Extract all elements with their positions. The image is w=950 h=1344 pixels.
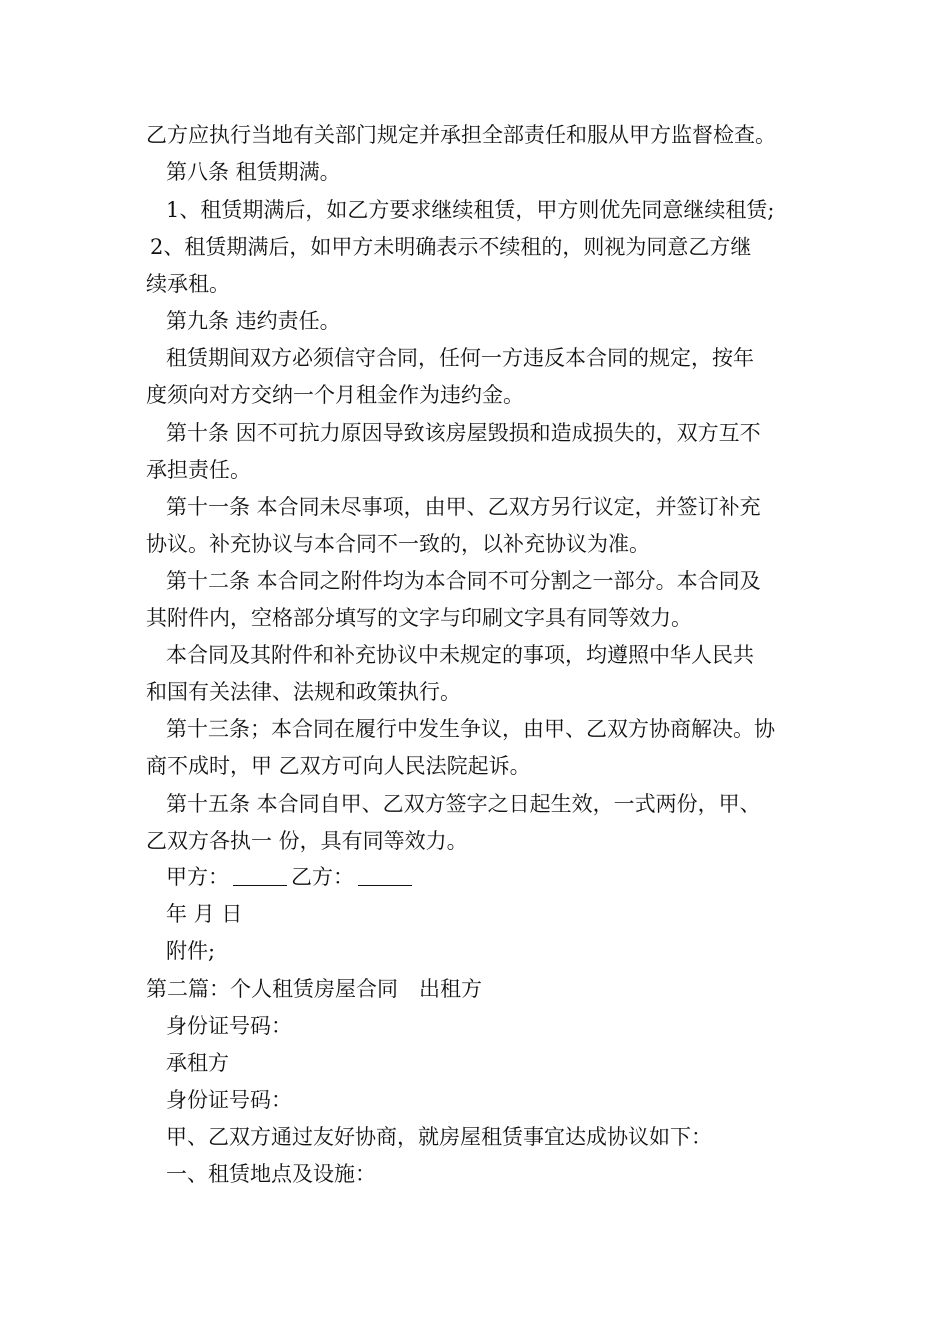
text-line: 乙方应执行当地有关部门规定并承担全部责任和服从甲方监督检查。 [146,123,776,147]
attachment-line: 附件; [166,939,216,963]
article-8-heading: 第八条 租赁期满。 [166,160,341,184]
text-line: 甲、乙双方通过友好协商，就房屋租赁事宜达成协议如下： [166,1125,712,1149]
party-a-blank [233,865,287,886]
signature-line [166,863,416,891]
article-9-heading: 第九条 违约责任。 [166,309,341,333]
text-line: 其附件内，空格部分填写的文字与印刷文字具有同等效力。 [146,606,692,630]
text-line: 1、租赁期满后，如乙方要求继续租赁，甲方则优先同意继续租赁; [166,198,775,222]
text-line: 2、租赁期满后，如甲方未明确表示不续租的，则视为同意乙方继 [150,235,752,259]
text-line: 续承租。 [146,272,230,296]
text-line: 乙双方各执一 份，具有同等效力。 [146,829,468,853]
text-line: 第十三条；本合同在履行中发生争议，由甲、乙双方协商解决。协 [166,717,775,741]
text-line: 租赁期间双方必须信守合同，任何一方违反本合同的规定，按年 [166,346,754,370]
text-line: 商不成时，甲 乙双方可向人民法院起诉。 [146,754,531,778]
text-line: 本合同及其附件和补充协议中未规定的事项，均遵照中华人民共 [166,643,754,667]
text-line: 和国有关法律、法规和政策执行。 [146,680,461,704]
party-b-blank [358,865,412,886]
party-b-label: 乙方： [291,865,354,889]
text-line: 协议。补充协议与本合同不一致的，以补充协议为准。 [146,532,650,556]
text-line: 第十一条 本合同未尽事项，由甲、乙双方另行议定，并签订补充 [166,495,761,519]
party-a-label: 甲方： [166,865,229,889]
lessee-id-line: 身份证号码： [166,1088,292,1112]
lessor-id-line: 身份证号码： [166,1014,292,1038]
section-heading: 第二篇：个人租赁房屋合同 出租方 [146,977,482,1001]
date-line: 年 月 日 [166,902,243,926]
text-line: 度须向对方交纳一个月租金作为违约金。 [146,383,524,407]
lessee-line: 承租方 [166,1051,229,1075]
text-line: 第十条 因不可抗力原因导致该房屋毁损和造成损失的，双方互不 [166,421,761,445]
text-line: 第十五条 本合同自甲、乙双方签字之日起生效，一式两份，甲、 [166,792,761,816]
clause-1-heading: 一、租赁地点及设施： [166,1162,376,1186]
text-line: 承担责任。 [146,458,251,482]
text-line: 第十二条 本合同之附件均为本合同不可分割之一部分。本合同及 [166,569,761,593]
